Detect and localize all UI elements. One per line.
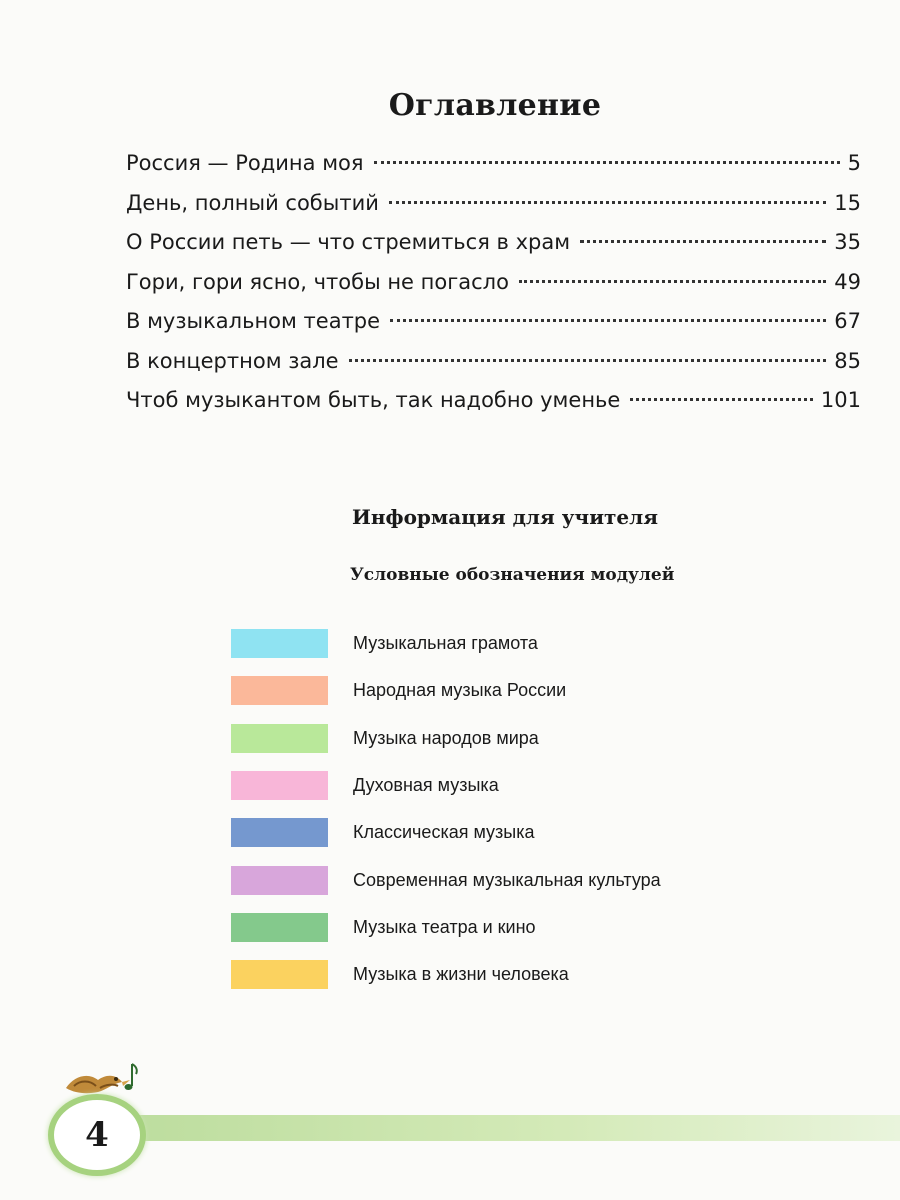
toc-leader-dots (519, 280, 826, 283)
toc-entry[interactable] (126, 223, 861, 263)
footer-bar (60, 1115, 900, 1141)
legend-label: Народная музыка России (353, 680, 567, 701)
toc-leader-dots (389, 201, 826, 204)
legend-item (231, 715, 661, 762)
toc-entry[interactable] (126, 144, 861, 184)
legend-item (231, 667, 661, 714)
toc-entry-title: День, полный событий (126, 190, 379, 215)
toc-leader-dots (390, 319, 826, 322)
toc-entry-title: Россия — Родина моя (126, 151, 364, 175)
modules-legend-heading: Условные обозначения модулей (350, 565, 675, 585)
legend-label: Духовная музыка (353, 775, 499, 796)
legend-label: Музыка театра и кино (353, 916, 536, 937)
color-swatch (231, 960, 328, 989)
modules-legend (231, 620, 661, 998)
legend-item (231, 620, 661, 667)
legend-label: Музыка в жизни человека (353, 964, 569, 985)
legend-item (231, 951, 661, 998)
page-number-badge (48, 1094, 146, 1176)
color-swatch (231, 676, 328, 705)
toc-entry-page: 85 (834, 348, 861, 373)
color-swatch (231, 913, 328, 942)
toc-entry[interactable] (126, 184, 861, 224)
toc-entry-title: Чтоб музыкантом быть, так надобно уменье (126, 388, 621, 412)
teacher-info-heading: Информация для учителя (352, 505, 659, 529)
legend-label: Музыкальная грамота (353, 633, 538, 654)
toc-entry-page: 49 (834, 269, 861, 294)
toc-entry-title: В музыкальном театре (126, 309, 381, 333)
toc-entry[interactable] (126, 263, 861, 303)
toc-title: Оглавление (388, 88, 602, 123)
toc-entry-title: О России петь — что стремиться в храм (126, 230, 571, 254)
color-swatch (231, 771, 328, 800)
color-swatch (231, 724, 328, 753)
toc-entry-page: 35 (834, 230, 861, 254)
toc-entry[interactable] (126, 302, 861, 342)
color-swatch (231, 818, 328, 847)
toc-leader-dots (630, 398, 813, 401)
toc-entry-page: 101 (820, 388, 861, 412)
toc-leader-dots (580, 240, 826, 243)
toc-entry-page: 67 (834, 309, 861, 333)
legend-item (231, 904, 661, 951)
toc-entry[interactable] (126, 381, 861, 421)
toc-entry-title: В концертном зале (126, 348, 339, 373)
toc-entry[interactable] (126, 342, 861, 382)
legend-item (231, 856, 661, 903)
legend-item (231, 809, 661, 856)
toc-entry-page: 5 (847, 151, 861, 175)
legend-label: Современная музыкальная культура (353, 869, 661, 890)
color-swatch (231, 629, 328, 658)
legend-item (231, 762, 661, 809)
legend-label: Музыка народов мира (353, 727, 539, 748)
page-number: 4 (85, 1115, 109, 1155)
table-of-contents (126, 144, 861, 421)
toc-leader-dots (349, 359, 827, 362)
toc-entry-title: Гори, гори ясно, чтобы не погасло (126, 269, 509, 294)
toc-entry-page: 15 (834, 190, 861, 215)
legend-label: Классическая музыка (353, 822, 535, 843)
color-swatch (231, 866, 328, 895)
toc-leader-dots (374, 161, 840, 164)
